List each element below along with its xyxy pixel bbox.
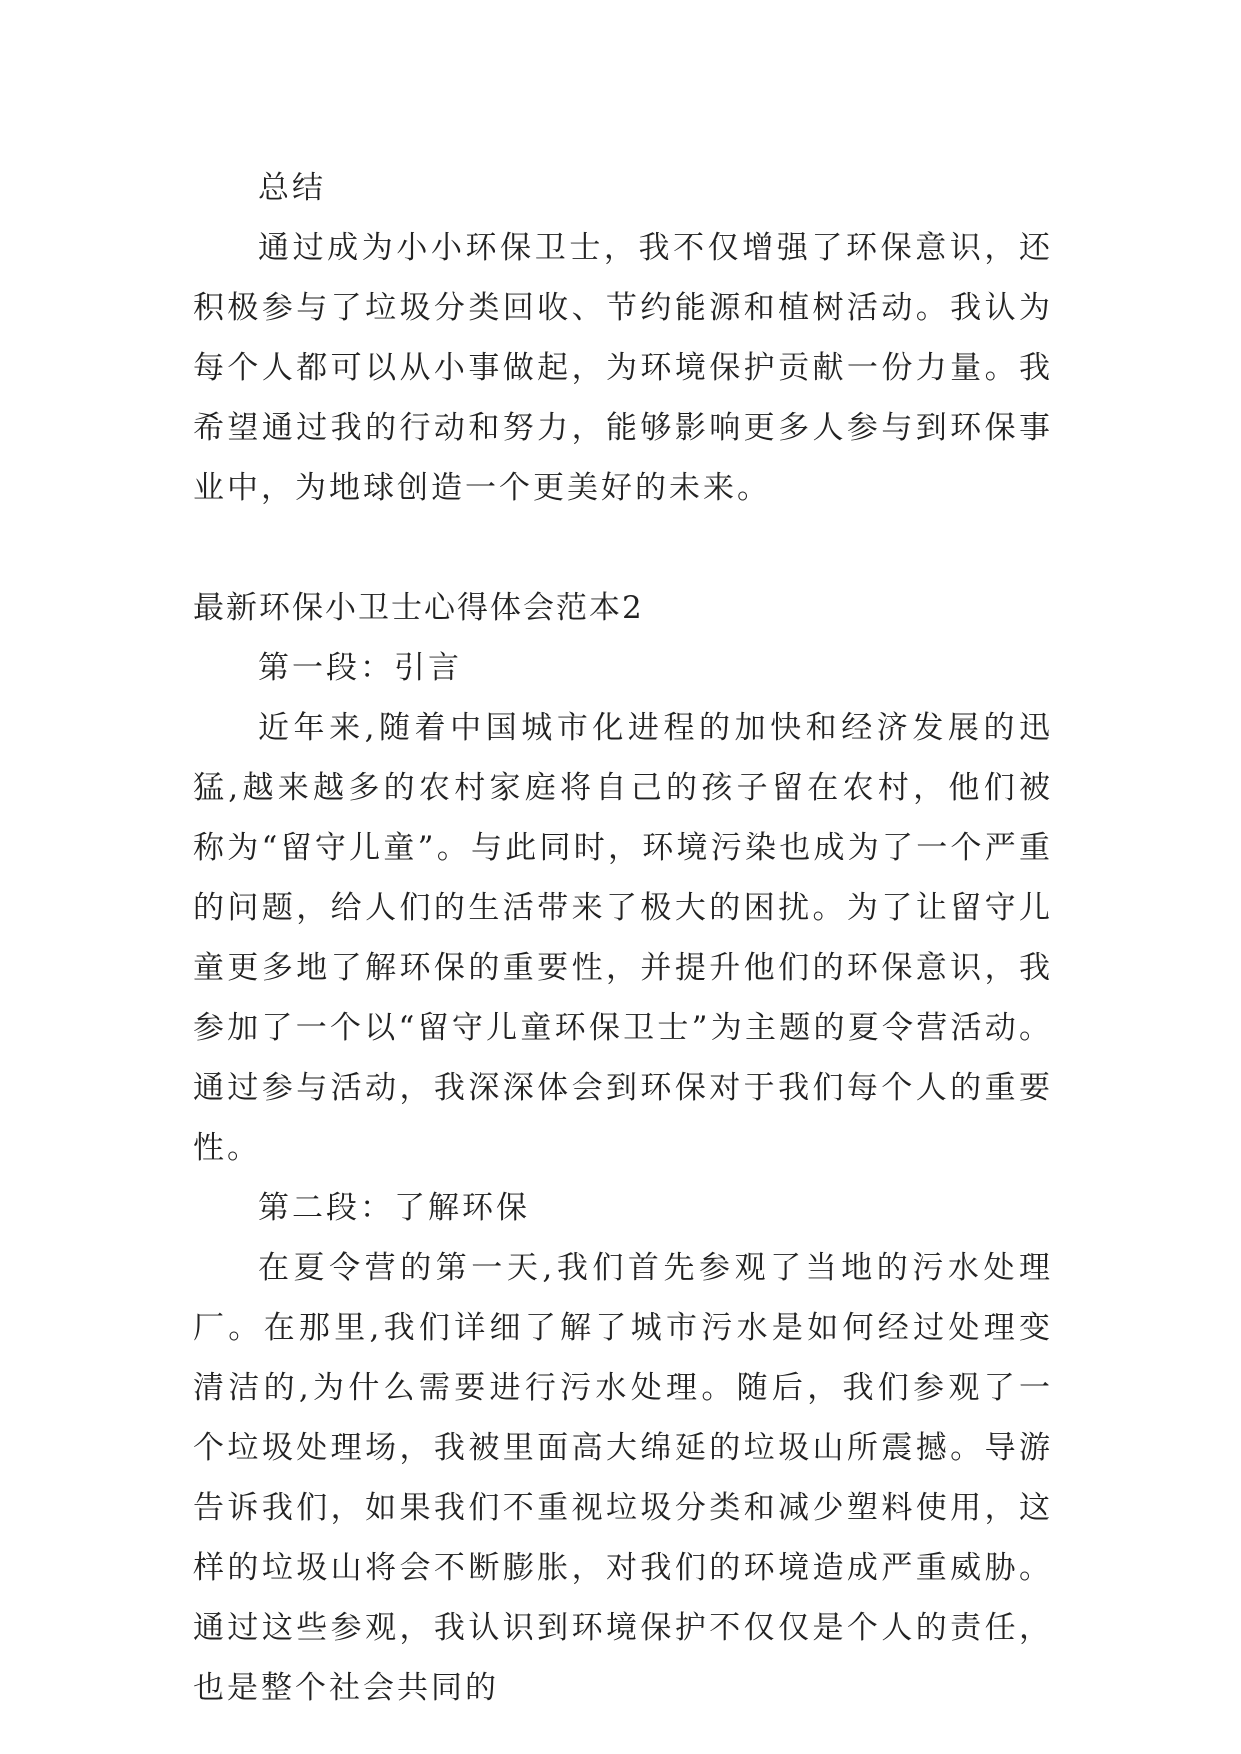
part2-paragraph: 在夏令营的第一天,我们首先参观了当地的污水处理厂。在那里,我们详细了解了城市污水是如何经过处理变清洁的,为什么需要进行污水处理。随后，我们参观了一个垃圾处理场，我被里面高大绵延的垃圾山所震撼。导游告诉我们，如果我们不重视垃圾分类和减少塑料使用，这样的垃圾山将会不断膨胀，对我们的环境造成严重威胁。通过这些参观，我认识到环境保护不仅仅是个人的责任，也是整个社会共同的	[193, 1250, 1053, 1706]
section-gap	[193, 518, 1053, 578]
part1-heading: 第一段：引言	[258, 650, 462, 686]
document-body	[193, 158, 1053, 1718]
part1-paragraph: 近年来,随着中国城市化进程的加快和经济发展的迅猛,越来越多的农村家庭将自己的孩子留在农村，他们被称为“留守儿童”。与此同时，环境污染也成为了一个严重的问题，给人们的生活带来了极大的困扰。为了让留守儿童更多地了解环保的重要性，并提升他们的环保意识，我参加了一个以“留守儿童环保卫士”为主题的夏令营活动。通过参与活动，我深深体会到环保对于我们每个人的重要性。	[193, 710, 1053, 1166]
summary-heading: 总结	[258, 170, 326, 206]
summary-paragraph: 通过成为小小环保卫士，我不仅增强了环保意识，还积极参与了垃圾分类回收、节约能源和植树活动。我认为每个人都可以从小事做起，为环境保护贡献一份力量。我希望通过我的行动和努力，能够影响更多人参与到环保事业中，为地球创造一个更美好的未来。	[193, 230, 1053, 506]
part2-heading: 第二段：了解环保	[258, 1190, 530, 1226]
article-title: 最新环保小卫士心得体会范本2	[193, 590, 644, 626]
